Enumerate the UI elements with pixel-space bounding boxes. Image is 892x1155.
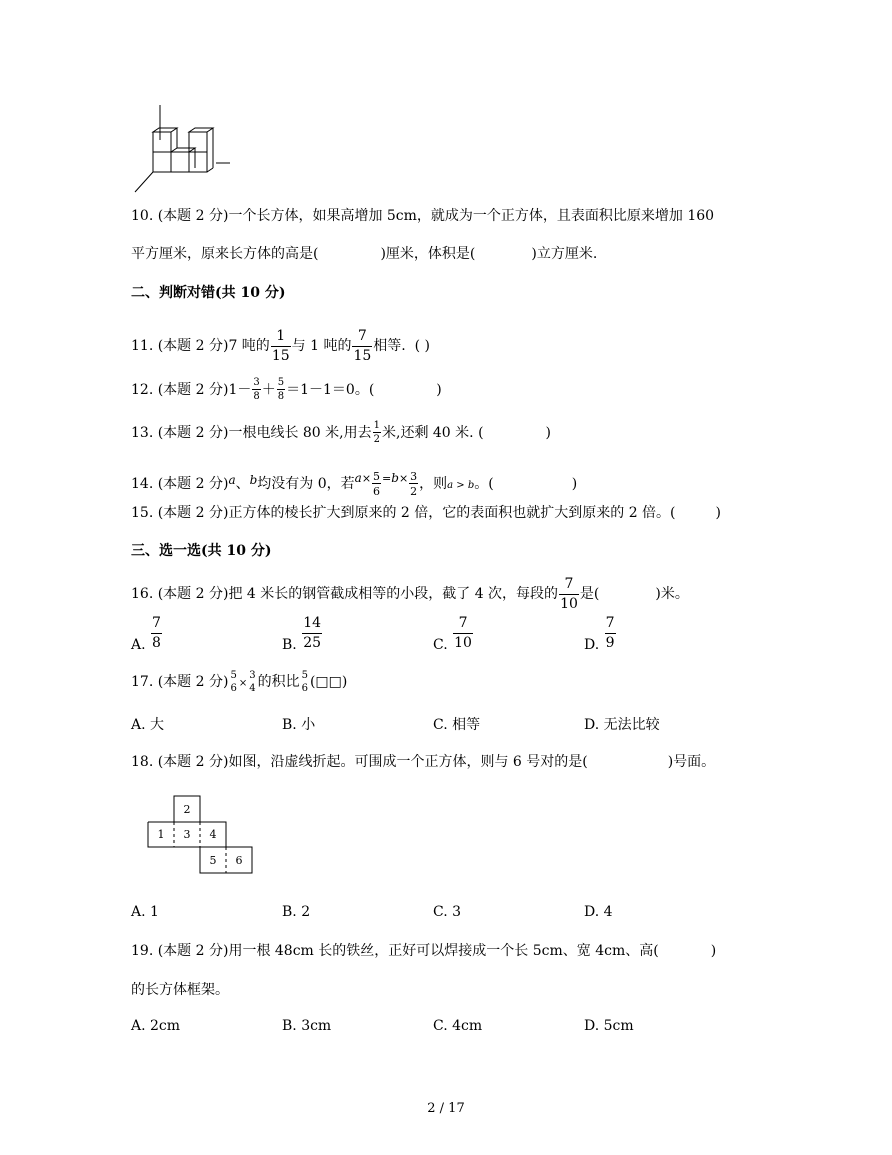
question-12: [131, 373, 442, 407]
q14-relation: a > b: [447, 480, 475, 491]
q19-option-b[interactable]: B. 3cm: [282, 1018, 332, 1034]
q17-fraction-1: 5 6: [230, 669, 237, 694]
q15-text: 15. (本题 2 分)正方体的棱长扩大到原来的 2 倍，它的表面积也就扩大到原来的 2 倍。(: [131, 505, 676, 521]
q15-close: ): [715, 505, 721, 521]
cube-stack-figure: [133, 100, 233, 196]
q19-option-d[interactable]: D. 5cm: [584, 1018, 634, 1034]
net-face-5: 5: [209, 854, 217, 867]
q14-equals: =: [382, 472, 392, 485]
question-13: [131, 418, 551, 448]
q12-fraction-2: $\frac{5}{8}$: [277, 377, 285, 402]
q17-option-a[interactable]: A. 大: [131, 717, 165, 733]
q12-close: ): [436, 382, 442, 398]
question-19-line-2: 的长方体框架。: [131, 982, 229, 998]
q18-option-c[interactable]: C. 3: [433, 904, 462, 920]
q16-close: )米。: [655, 586, 689, 602]
q13-suffix: 米,还剩 40 米. (: [382, 425, 484, 441]
q17-mid: 的积比: [257, 674, 300, 690]
q14-times-2: ×: [398, 472, 409, 485]
question-19-line-1: [131, 941, 716, 961]
question-10-line-2: [131, 244, 597, 264]
question-15: [131, 503, 721, 523]
q11-answer-paren: ( ): [414, 338, 431, 354]
q14-prefix: 14. (本题 2 分): [131, 476, 229, 492]
q14-var-a: a: [228, 473, 236, 487]
q17-option-d[interactable]: D. 无法比较: [584, 717, 660, 733]
q14-times-1: ×: [361, 472, 372, 485]
q12-fraction-1: $\frac{3}{8}$: [253, 377, 260, 402]
q18-text: 18. (本题 2 分)如图，沿虚线折起。可围成一个正方体，则与 6 号对的是(: [131, 754, 588, 770]
q13-prefix: 13. (本题 2 分)一根电线长 80 米,用去: [131, 425, 372, 441]
page-number: 2 / 17: [427, 1101, 465, 1116]
q14-mid: 均没有为 0，若: [257, 476, 355, 492]
q16-option-b-fraction: $\frac{14}{25}$: [303, 615, 322, 651]
q14-close: ): [571, 476, 578, 492]
net-face-6: 6: [235, 854, 243, 867]
q19-option-c[interactable]: C. 4cm: [433, 1018, 483, 1034]
q11-mid: 与 1 吨的: [291, 338, 352, 354]
q17-times: ×: [238, 678, 248, 689]
question-16: [131, 572, 689, 616]
q10-text-c: )立方厘米.: [531, 246, 598, 262]
q19-option-a[interactable]: A. 2cm: [131, 1018, 181, 1034]
q18-option-b[interactable]: B. 2: [282, 904, 311, 920]
q14-var-b: b: [249, 473, 258, 487]
q14-fraction-2: $\frac{3}{2}$: [410, 470, 418, 498]
q16-option-b[interactable]: B. $\frac{14}{25}$: [282, 615, 322, 653]
q16-option-d-fraction: $\frac{7}{9}$: [605, 615, 615, 651]
question-18: [131, 752, 715, 772]
q14-suffix: 。(: [474, 476, 494, 492]
cube-net-figure: [145, 795, 257, 877]
q19-close: ): [710, 943, 717, 959]
q11-prefix: 11. (本题 2 分)7 吨的: [131, 338, 270, 354]
q14-fraction-1: $\frac{5}{6}$: [373, 470, 381, 498]
q16-fraction: $\frac{7}{10}$: [560, 576, 578, 612]
q11-suffix: 相等.: [373, 338, 406, 354]
q14-eq-a: a: [354, 471, 362, 485]
q18-option-a[interactable]: A. 1: [131, 904, 159, 920]
q14-then: ，则: [419, 476, 448, 492]
q16-option-c-fraction: $\frac{7}{10}$: [454, 615, 472, 651]
q13-close: ): [545, 425, 551, 441]
section-2-heading: 二、判断对错(共 10 分): [131, 285, 286, 301]
q11-fraction-2: $\frac{7}{15}$: [353, 328, 372, 364]
question-14: [131, 457, 577, 507]
q16-option-d[interactable]: D. $\frac{7}{9}$: [584, 615, 615, 653]
q19-text: 19. (本题 2 分)用一根 48cm 长的铁丝，正好可以焊接成一个长 5cm、宽 4cm、高(: [131, 943, 659, 959]
question-17: [131, 662, 347, 704]
q18-close: )号面。: [667, 754, 716, 770]
q12-plus: ＋: [261, 382, 276, 398]
q17-option-b[interactable]: B. 小: [282, 717, 316, 733]
question-11: [131, 327, 430, 365]
q16-option-a-fraction: $\frac{7}{8}$: [152, 615, 161, 651]
q17-fraction-3: 5 6: [301, 669, 308, 694]
q16-option-c[interactable]: C. $\frac{7}{10}$: [433, 615, 472, 653]
q14-eq-b: b: [391, 471, 399, 485]
net-face-2: 2: [183, 803, 191, 816]
net-face-4: 4: [209, 828, 217, 841]
q10-text-a: 平方厘米，原来长方体的高是(: [131, 246, 319, 262]
question-10-line-1: 10. (本题 2 分)一个长方体，如果高增加 5cm，就成为一个正方体，且表面积比原来增加 160: [131, 208, 715, 224]
net-face-1: 1: [157, 828, 165, 841]
q12-suffix: ＝1－1＝0。(: [286, 382, 375, 398]
q17-fraction-2: 3 4: [249, 669, 256, 694]
q16-prefix: 16. (本题 2 分)把 4 米长的钢管截成相等的小段，截了 4 次，每段的: [131, 586, 559, 602]
section-3-heading: 三、选一选(共 10 分): [131, 543, 272, 559]
q17-prefix: 17. (本题 2 分): [131, 674, 229, 690]
q18-option-d[interactable]: D. 4: [584, 904, 613, 920]
net-face-3: 3: [183, 828, 191, 841]
q10-text-b: )厘米，体积是(: [380, 246, 476, 262]
q17-suffix: (□□): [309, 674, 348, 690]
q11-fraction-1: $\frac{1}{15}$: [271, 328, 290, 364]
q17-option-c[interactable]: C. 相等: [433, 717, 481, 733]
q14-sep: 、: [235, 476, 250, 492]
q16-option-a[interactable]: A. $\frac{7}{8}$: [131, 615, 161, 653]
q16-suffix: 是(: [579, 586, 600, 602]
q13-fraction: $\frac{1}{2}$: [373, 420, 380, 445]
q12-prefix: 12. (本题 2 分)1－: [131, 382, 252, 398]
